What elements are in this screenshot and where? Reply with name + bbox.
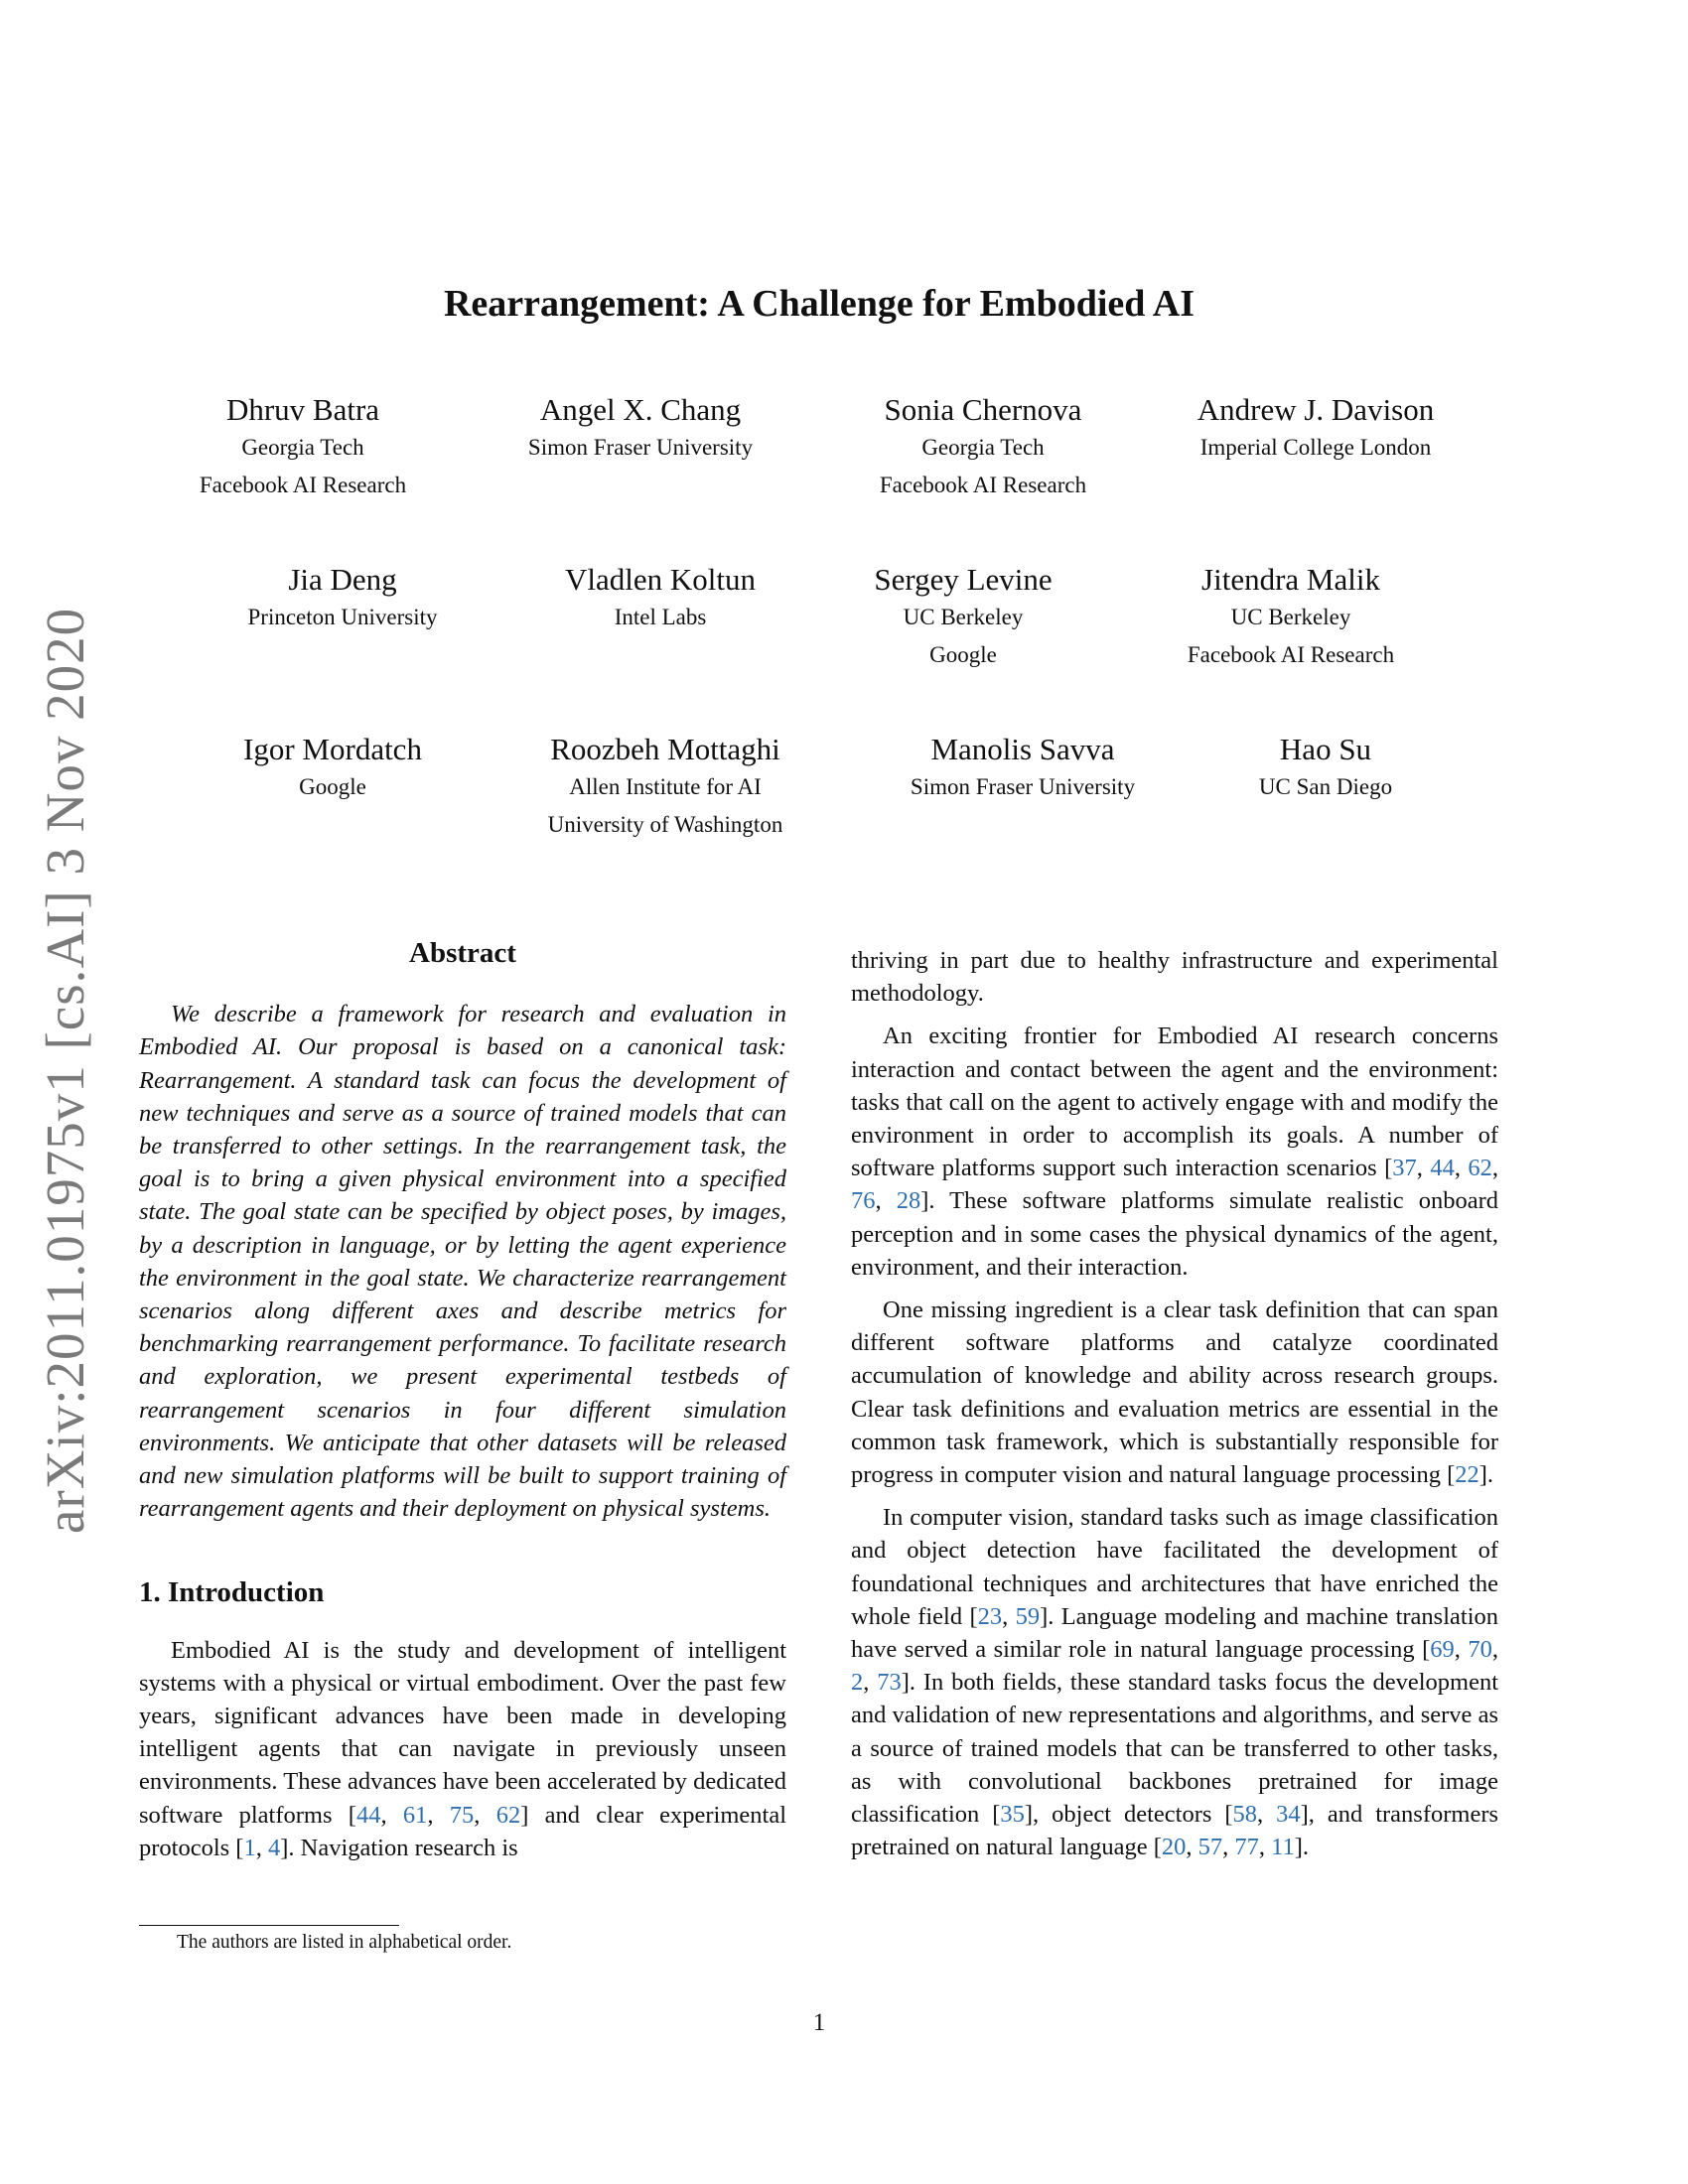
author-name: Vladlen Koltun xyxy=(565,562,756,597)
author xyxy=(879,730,1167,806)
paragraph-continued: thriving in part due to healthy infrastructure and experimental methodology. xyxy=(851,947,1498,1008)
author-affiliation: Imperial College London xyxy=(1199,435,1432,460)
author xyxy=(1172,390,1460,467)
abstract-text: We describe a framework for research and evaluation in Embodied AI. Our proposal is based on a canonical task: Rearrangement. A standard task can focus the development of new techniques and serve as a source of trained models that can be transferred to other settings. In the rearrangement task, the goal is to bring a given physical environment into a specified state. The goal state can be specified by object poses, by images, by a description in language, or by letting the agent experience the environment in the goal state. We characterize rearrangement scenarios along different axes and describe metrics for benchmarking rearrangement performance. To facilitate research and exploration, we present experimental testbeds of rearrangement scenarios in four different simulation environments. We anticipate that other datasets will be released and new simulation platforms will be built to support training of rearrangement agents and their deployment on physical systems. xyxy=(139,1001,786,1523)
footnote-rule xyxy=(139,1925,399,1926)
author-name: Angel X. Chang xyxy=(539,392,742,427)
page-number: 1 xyxy=(812,2009,826,2036)
citation-link[interactable]: 58 xyxy=(1232,1801,1258,1829)
left-column xyxy=(139,937,786,1874)
author xyxy=(209,730,457,806)
author-affiliation: Intel Labs xyxy=(614,605,707,629)
intro-paragraph-1: Embodied AI is the study and development of intelligent systems with a physical or virtual embodiment. Over the past few years, significant advances have been made in developing intelligent agents that can navigate in previously unseen environments. These advances have been accelerated by dedicated software platforms [44, 61, 75, 62] and clear experimental protocols [1, 4]. Navigation research is xyxy=(139,1636,787,1861)
citation-link[interactable]: 62 xyxy=(1468,1155,1492,1182)
citation-link[interactable]: 70 xyxy=(1468,1636,1492,1664)
author-affiliation: UC Berkeley xyxy=(903,605,1024,629)
citation-link[interactable]: 4 xyxy=(267,1834,281,1861)
author-name: Hao Su xyxy=(1279,732,1372,766)
author xyxy=(839,560,1087,674)
author-name: Sergey Levine xyxy=(874,562,1053,597)
section-heading-introduction: 1. Introduction xyxy=(139,1576,325,1609)
citation-link[interactable]: 23 xyxy=(977,1602,1003,1630)
paragraph-interaction: An exciting frontier for Embodied AI research concerns interaction and contact between the agent and the environment: tasks that call on the agent to actively engage with and modify the environment in order to accomplish its goals. A number of software platforms support such interaction scenarios [37, 44, 62, 76, 28]. These software platforms simulate realistic onboard perception and in some cases the physical dynamics of the agent, environment, and their interaction. xyxy=(851,1023,1499,1281)
author-affiliation: Georgia Tech xyxy=(241,435,364,460)
citation-link[interactable]: 44 xyxy=(355,1801,381,1829)
citation-link[interactable]: 34 xyxy=(1276,1801,1301,1829)
author xyxy=(536,560,784,636)
author-affiliation: Georgia Tech xyxy=(921,435,1045,460)
citation-link[interactable]: 75 xyxy=(449,1801,475,1829)
author-name: Roozbeh Mottaghi xyxy=(550,732,780,766)
author-name: Jia Deng xyxy=(288,562,397,597)
citation-link[interactable]: 69 xyxy=(1430,1636,1455,1664)
author-affiliation: Simon Fraser University xyxy=(910,774,1136,799)
arxiv-stamp: arXiv:2011.01975v1 [cs.AI] 3 Nov 2020 xyxy=(35,607,95,1534)
citation-link[interactable]: 73 xyxy=(877,1669,902,1697)
author xyxy=(218,560,467,636)
author xyxy=(1157,560,1425,674)
author-affiliation: Google xyxy=(299,774,366,799)
footnote: The authors are listed in alphabetical order. xyxy=(177,1932,512,1953)
citation-link[interactable]: 37 xyxy=(1392,1155,1417,1182)
citation-link[interactable]: 61 xyxy=(402,1801,428,1829)
citation-link[interactable]: 77 xyxy=(1234,1834,1259,1861)
author xyxy=(849,390,1117,504)
author xyxy=(1216,730,1435,806)
author-affiliation: Facebook AI Research xyxy=(879,473,1087,497)
author xyxy=(169,390,437,504)
author-affiliation: Simon Fraser University xyxy=(527,435,754,460)
paragraph-computer-vision: In computer vision, standard tasks such as image classification and object detection have facilitated the development of foundational techniques and architectures that have enriched the whole field [23, 59]. Language modeling and machine translation have served a similar role in natural language processing [69, 70, 2, 73]. In both fields, these standard tasks focus the development and validation of new representations and algorithms, and serve as a source of trained models that can be transferred to other tasks, as with convolutional backbones pretrained for image classification [35], object detectors [58, 34], and transformers pretrained on natural language [20, 57, 77, 11]. xyxy=(851,1504,1499,1861)
author-affiliation: Princeton University xyxy=(247,605,438,629)
author-name: Andrew J. Davison xyxy=(1196,392,1435,427)
author-affiliation: Facebook AI Research xyxy=(199,473,407,497)
citation-link[interactable]: 11 xyxy=(1271,1834,1295,1861)
abstract-heading: Abstract xyxy=(409,937,516,969)
author-affiliation: Facebook AI Research xyxy=(1187,642,1395,667)
citation-link[interactable]: 44 xyxy=(1430,1155,1455,1182)
author xyxy=(521,730,809,844)
author-affiliation: Google xyxy=(929,642,997,667)
paragraph-task-definition: One missing ingredient is a clear task definition that can span different software platforms and catalyze coordinated accumulation of knowledge and ability across research groups. Clear task definitions and evaluation metrics are essential in the common task framework, which is substantially responsible for progress in computer vision and natural language processing [22]. xyxy=(851,1297,1498,1489)
author xyxy=(496,390,784,467)
citation-link[interactable]: 62 xyxy=(495,1801,521,1829)
citation-link[interactable]: 28 xyxy=(896,1187,921,1215)
author-affiliation: Allen Institute for AI xyxy=(569,774,762,799)
author-affiliation: UC Berkeley xyxy=(1230,605,1351,629)
author-name: Igor Mordatch xyxy=(243,732,422,766)
paper-title: Rearrangement: A Challenge for Embodied AI xyxy=(443,283,1196,325)
author-name: Dhruv Batra xyxy=(225,392,380,427)
citation-link[interactable]: 1 xyxy=(243,1834,256,1861)
citation-link[interactable]: 2 xyxy=(851,1669,864,1697)
citation-link[interactable]: 35 xyxy=(1000,1801,1025,1829)
citation-link[interactable]: 22 xyxy=(1455,1461,1479,1489)
right-column xyxy=(851,944,1498,1873)
author-name: Manolis Savva xyxy=(930,732,1115,766)
author-name: Jitendra Malik xyxy=(1201,562,1380,597)
author-affiliation: UC San Diego xyxy=(1258,774,1393,799)
author-name: Sonia Chernova xyxy=(884,392,1082,427)
citation-link[interactable]: 59 xyxy=(1015,1602,1041,1630)
citation-link[interactable]: 57 xyxy=(1197,1834,1223,1861)
author-affiliation: University of Washington xyxy=(547,812,783,837)
citation-link[interactable]: 76 xyxy=(851,1187,876,1215)
citation-link[interactable]: 20 xyxy=(1161,1834,1187,1861)
